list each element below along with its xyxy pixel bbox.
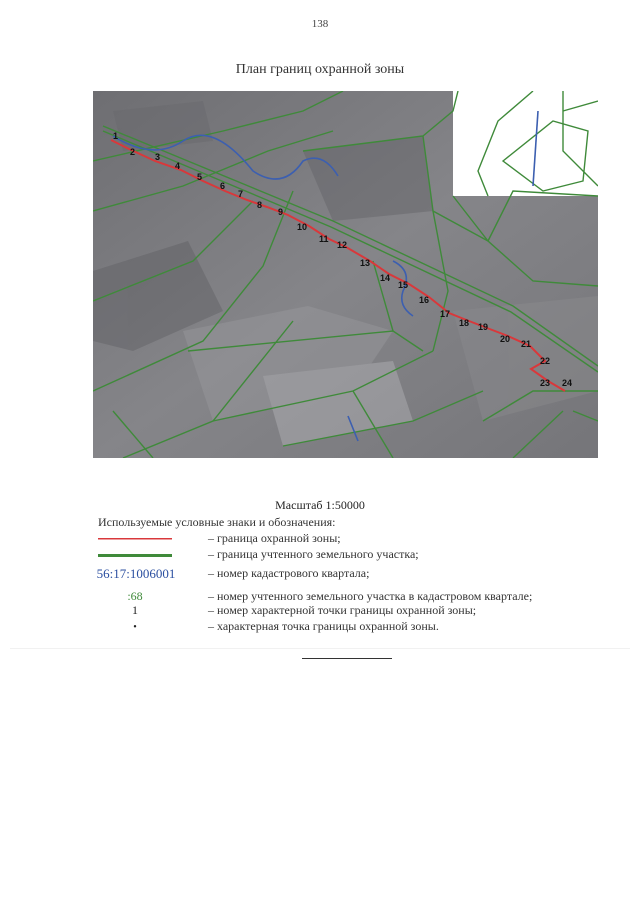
point-label: 9 [278,207,284,217]
point-label: 17 [440,309,451,319]
legend-description: – граница охранной зоны; [208,531,341,545]
point-label: 22 [540,356,551,366]
point-label: 14 [380,273,391,283]
point-label: 16 [419,295,430,305]
point-label: 7 [238,189,244,199]
point-label: 19 [478,322,489,332]
point-label: 21 [521,339,532,349]
legend-heading: Используемые условные знаки и обозначения: [98,515,336,529]
legend-description: – номер характерной точки границы охранной зоны; [208,603,477,617]
legend-item [0,531,640,546]
page-divider [10,648,630,649]
page-number: 138 [311,18,329,30]
point-label: 8 [257,200,263,210]
legend-description: – номер кадастрового квартала; [208,566,370,580]
legend-description: – номер учтенного земельного участка в кадастровом квартале; [208,589,533,603]
point-label: 6 [220,181,226,191]
point-label: 18 [459,318,470,328]
green-line-symbol [98,554,172,558]
parcel-number-symbol: :68 [127,589,143,603]
point-label: 20 [500,334,511,344]
point-label: 4 [175,161,181,171]
point-label: 10 [297,222,308,232]
legend-item [0,547,640,562]
footnote-rule [302,658,392,659]
red-line-symbol [98,538,172,541]
point-label: 23 [540,378,551,388]
boundary-map [93,91,598,458]
point-label: 2 [130,147,136,157]
point-label: 15 [398,280,409,290]
page-title: План границ охранной зоны [235,62,405,77]
legend-description: – граница учтенного земельного участка; [208,547,419,561]
legend-item [0,589,640,604]
point-label: 11 [319,234,329,244]
cadastral-quarter-symbol: 56:17:1006001 [96,566,176,581]
point-dot-symbol: • [133,622,137,633]
legend-item [0,619,640,634]
point-label: 1 [113,131,119,141]
legend-description: – характерная точка границы охранной зоны. [208,619,439,633]
point-label: 3 [155,152,161,162]
point-label: 5 [197,172,203,182]
legend-item [0,603,640,618]
point-label: 13 [360,258,371,268]
map-scale: Масштаб 1:50000 [275,498,365,512]
legend-item [0,566,640,581]
point-label: 24 [562,378,573,388]
point-label: 12 [337,240,348,250]
point-number-symbol: 1 [132,603,138,617]
